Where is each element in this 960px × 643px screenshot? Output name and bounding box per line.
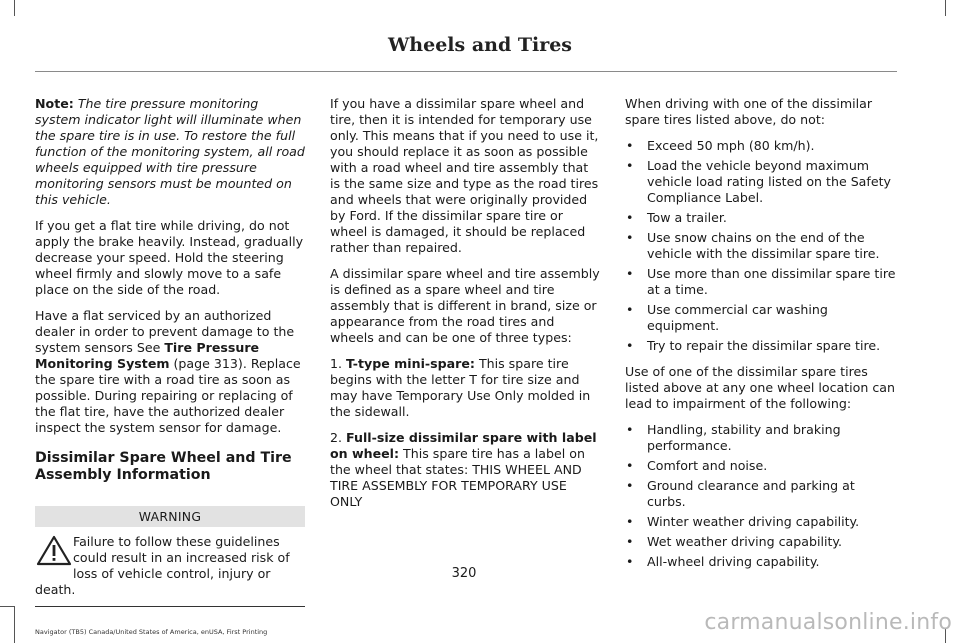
watermark: carmanualsonline.info (704, 610, 952, 635)
warning-header: WARNING (35, 506, 305, 527)
warning-text: Failure to follow these guidelines could result in an increased risk of loss of vehicle control, injury or death. (35, 534, 290, 597)
type-item-2-text: This spare tire has a label on the wheel that states: THIS WHEEL AND TIRE ASSEMBLY FOR TEMPORARY USE ONLY (330, 446, 585, 509)
list-item: • Wet weather driving capability. (625, 534, 897, 550)
list-item: • Winter weather driving capability. (625, 514, 897, 530)
list-item: • Handling, stability and braking performance. (625, 422, 897, 454)
list-item: • Tow a trailer. (625, 210, 897, 226)
list-item: • Load the vehicle beyond maximum vehicle load rating listed on the Safety Compliance Label. (625, 158, 897, 206)
column-left (35, 96, 305, 607)
page-title: Wheels and Tires (387, 34, 573, 56)
list-item: • Exceed 50 mph (80 km/h). (625, 138, 897, 154)
note-label: Note: (35, 96, 74, 111)
service-text-a: Have a flat serviced by an authorized dealer in order to prevent damage to the system sensors See (35, 308, 295, 355)
impairment-list (625, 422, 897, 570)
list-item: • Use commercial car washing equipment. (625, 302, 897, 334)
type-item-2 (330, 430, 602, 510)
type-item-1-num: 1. (330, 356, 343, 371)
list-item: • Comfort and noise. (625, 458, 897, 474)
section-heading: Dissimilar Spare Wheel and Tire Assembly Information (35, 450, 292, 483)
flat-tire-paragraph: If you get a flat tire while driving, do not apply the brake heavily. Instead, gradually decrease your speed. Hold the steering wheel firmly and slowly move to a safe place on the side of the road. (35, 218, 304, 297)
page-number: 320 (451, 566, 477, 581)
header-divider (35, 71, 897, 72)
note-text: The tire pressure monitoring system indicator light will illuminate when the spare tire is in use. To restore the full function of the monitoring system, all road wheels equipped with tire pressure monitoring sensors must be mounted on this vehicle. (35, 96, 305, 207)
crop-mark-bottom-left-h (0, 606, 15, 607)
list-item: • All-wheel driving capability. (625, 554, 897, 570)
list-item: • Ground clearance and parking at curbs. (625, 478, 897, 510)
print-info: Navigator (TB5) Canada/United States of America, enUSA, First Printing (35, 628, 268, 636)
type-item-1-label: T-type mini-spare: (346, 356, 475, 371)
service-text-b: Replace the spare tire with a road tire as soon as possible. During repairing or replacing of the flat tire, have the authorized dealer inspect the system sensor for damage. (35, 356, 301, 435)
list-item: • Try to repair the dissimilar spare tire. (625, 338, 897, 354)
note-paragraph (35, 96, 305, 208)
tpms-page-ref: (page 313). (173, 356, 247, 371)
list-item: • Use snow chains on the end of the vehicle with the dissimilar spare tire. (625, 230, 897, 262)
type-item-1-text: This spare tire begins with the letter T for tire size and may have Temporary Use Only molded in the sidewall. (330, 356, 591, 419)
warning-triangle-icon (35, 535, 73, 567)
service-paragraph (35, 308, 305, 436)
definition-paragraph: A dissimilar spare wheel and tire assembly is defined as a spare wheel and tire assembly that is different in brand, size or appearance from the road tires and wheels and can be one of three types: (330, 266, 600, 345)
type-item-2-num: 2. (330, 430, 343, 445)
crop-mark-bottom-left (14, 606, 15, 643)
tpms-link[interactable]: Tire Pressure Monitoring System (35, 340, 260, 371)
crop-mark-top-right (945, 0, 946, 16)
list-item: • Use more than one dissimilar spare tire at a time. (625, 266, 897, 298)
column-right (625, 96, 897, 580)
crop-mark-top-left (14, 0, 15, 16)
column-middle (330, 96, 602, 520)
do-not-intro: When driving with one of the dissimilar spare tires listed above, do not: (625, 96, 873, 127)
do-not-list (625, 138, 897, 354)
type-item-1 (330, 356, 602, 420)
type-item-2-label: Full-size dissimilar spare with label on wheel: (330, 430, 597, 461)
impairment-intro: Use of one of the dissimilar spare tires listed above at any one wheel location can lead to impairment of the following: (625, 364, 895, 411)
temporary-use-paragraph: If you have a dissimilar spare wheel and tire, then it is intended for temporary use only. This means that if you need to use it, you should replace it as soon as possible with a road wheel and tire assembly that is the same size and type as the road tires and wheels that were originally provided by Ford. If the dissimilar spare tire or wheel is damaged, it should be replaced rather than repaired. (330, 96, 599, 255)
